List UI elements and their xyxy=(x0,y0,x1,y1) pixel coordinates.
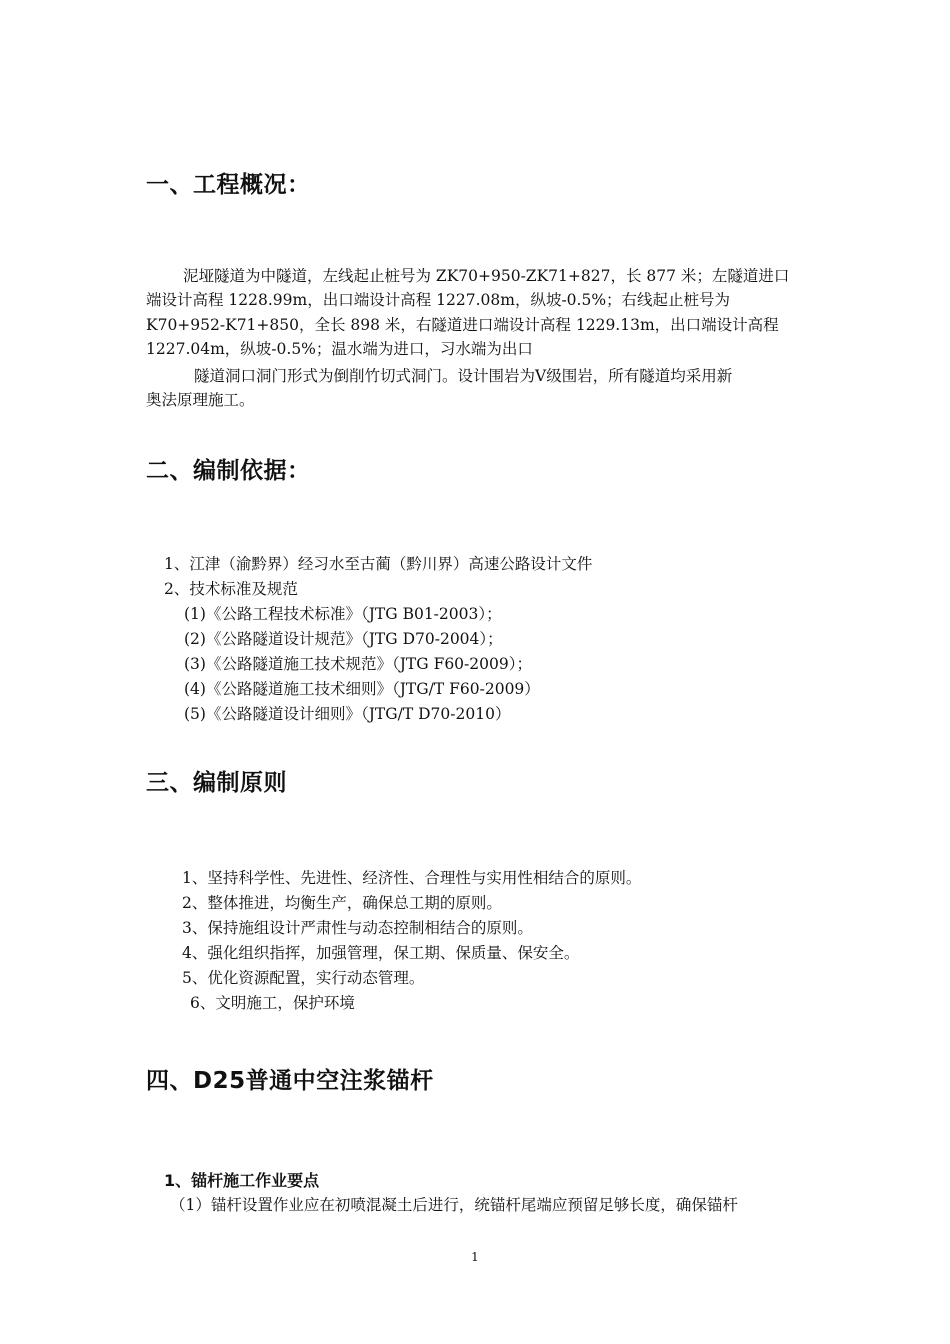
overview-line-6: 奥法原理施工。 xyxy=(146,391,255,409)
standard-item: (4)《公路隧道施工技术细则》（JTG/T F60-2009） xyxy=(184,680,540,698)
principle-item: 2、整体推进，均衡生产，确保总工期的原则。 xyxy=(182,894,502,912)
standard-item: (5)《公路隧道设计细则》（JTG/T D70-2010） xyxy=(184,705,511,723)
anchor-text: （1）锚杆设置作业应在初喷混凝土后进行，统锚杆尾端应预留足够长度，确保锚杆 xyxy=(170,1196,738,1214)
principle-item: 6、文明施工，保护环境 xyxy=(190,994,355,1012)
standard-item: (2)《公路隧道设计规范》（JTG D70-2004）； xyxy=(184,630,503,648)
section-title-principles: 三、编制原则 xyxy=(146,770,287,796)
principle-item: 3、保持施组设计严肃性与动态控制相结合的原则。 xyxy=(182,919,533,937)
basis-item-1: 1、江津（渝黔界）经习水至古蔺（黔川界）高速公路设计文件 xyxy=(164,555,593,573)
principle-item: 1、坚持科学性、先进性、经济性、合理性与实用性相结合的原则。 xyxy=(182,869,642,887)
principle-item: 5、优化资源配置，实行动态管理。 xyxy=(182,969,425,987)
section-title-basis: 二、编制依据： xyxy=(146,458,311,484)
anchor-subtitle: 1、锚杆施工作业要点 xyxy=(164,1171,320,1190)
standard-item: (1)《公路工程技术标准》（JTG B01-2003）； xyxy=(184,605,502,623)
overview-line-3: K70+952-K71+850，全长 898 米，右隧道进口端设计高程 1229.13m，出口端设计高程 xyxy=(146,316,779,334)
standard-item: (3)《公路隧道施工技术规范》（JTG F60-2009）； xyxy=(184,655,532,673)
section-title-overview: 一、工程概况： xyxy=(146,172,311,198)
overview-line-5: 隧道洞口洞门形式为倒削竹切式洞门。设计围岩为Ⅴ级围岩，所有隧道均采用新 xyxy=(194,367,733,385)
section-title-anchor: 四、D25普通中空注浆锚杆 xyxy=(146,1068,434,1094)
overview-line-1: 泥垭隧道为中隧道，左线起止桩号为 ZK70+950-ZK71+827，长 877 米；左隧道进口 xyxy=(183,267,790,285)
overview-line-4: 1227.04m，纵坡-0.5%；温水端为进口，习水端为出口 xyxy=(146,340,533,358)
principle-item: 4、强化组织指挥，加强管理，保工期、保质量、保安全。 xyxy=(182,944,580,962)
basis-item-2: 2、技术标准及规范 xyxy=(164,580,298,598)
page-number: 1 xyxy=(471,1250,479,1264)
overview-line-2: 端设计高程 1228.99m，出口端设计高程 1227.08m，纵坡-0.5%；右线起止桩号为 xyxy=(146,291,731,309)
